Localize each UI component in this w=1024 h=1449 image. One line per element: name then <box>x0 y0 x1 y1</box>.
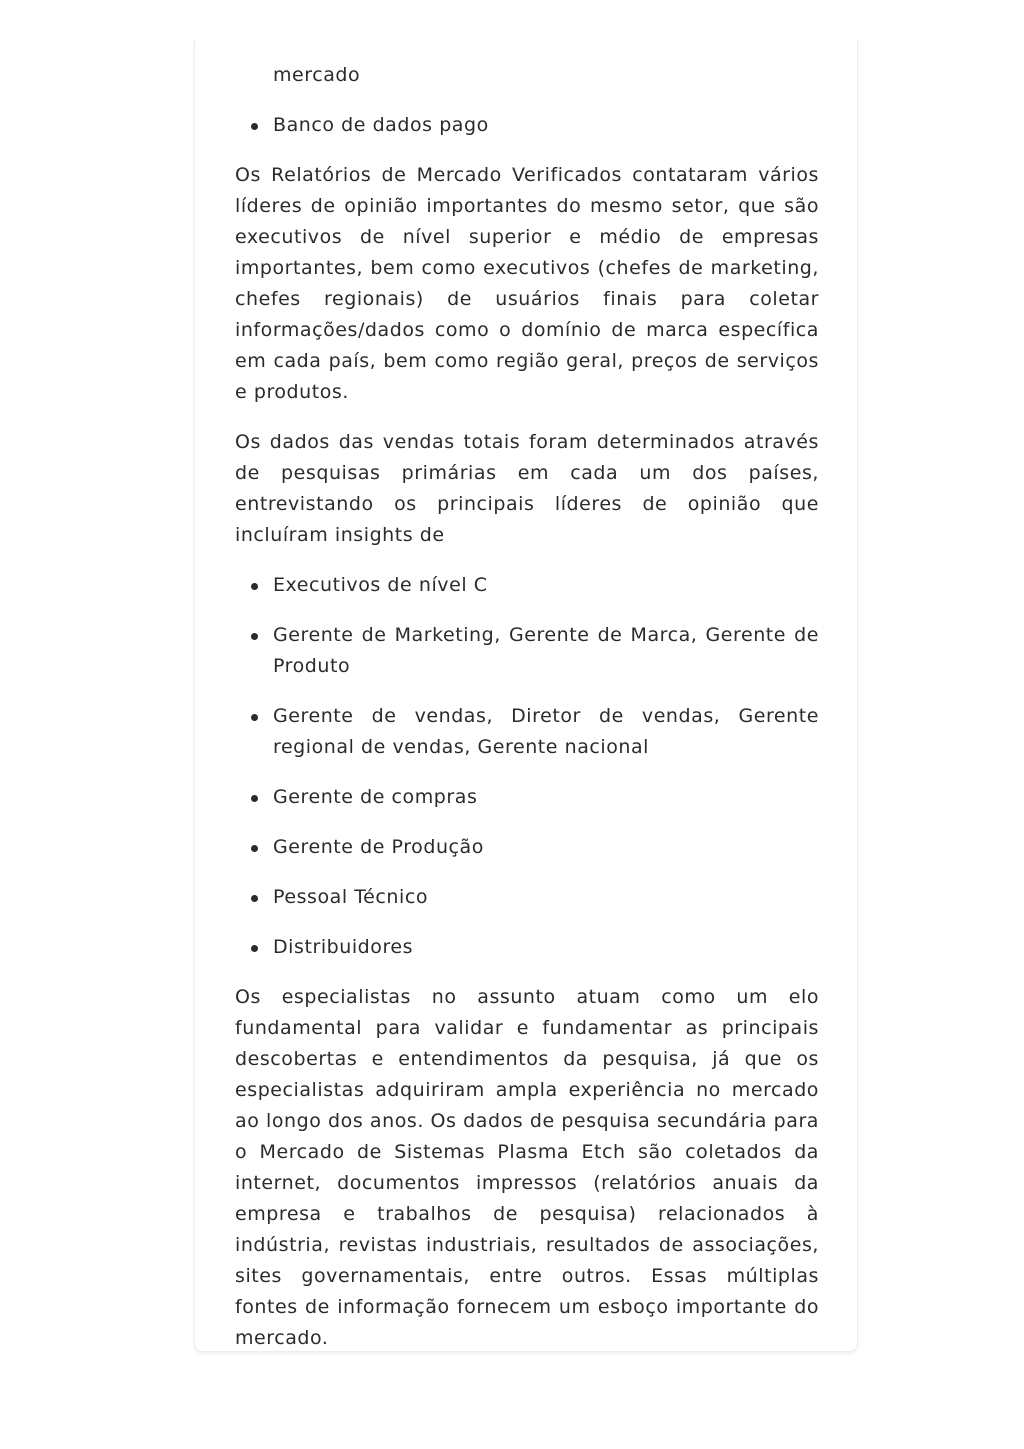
list-item: Gerente de Marketing, Gerente de Marca, Gerente de Produto <box>273 620 819 682</box>
list-item: Executivos de nível C <box>273 570 819 601</box>
paragraph-opinion-leaders: Os Relatórios de Mercado Verificados contataram vários líderes de opinião importantes do mesmo setor, que são executivos de nível superior e médio de empresas importantes, bem como executivos (chefes de marketing, chefes regionais) de usuários finais para coletar informações/dados como o domínio de marca específica em cada país, bem como região geral, preços de serviços e produtos. <box>235 164 819 403</box>
document-content <box>235 60 819 1373</box>
list-item: Gerente de vendas, Diretor de vendas, Gerente regional de vendas, Gerente nacional <box>273 701 819 763</box>
document-card <box>194 40 858 1352</box>
paragraph-specialists: Os especialistas no assunto atuam como um elo fundamental para validar e fundamentar as principais descobertas e entendimentos da pesquisa, já que os especialistas adquiriram ampla experiência no mercado ao longo dos anos. Os dados de pesquisa secundária para o Mercado de Sistemas Plasma Etch são coletados da internet, documentos impressos (relatórios anuais da empresa e trabalhos de pesquisa) relacionados à indústria, revistas industriais, resultados de associações, sites governamentais, entre outros. Essas múltiplas fontes de informação fornecem um esboço importante do mercado. <box>235 986 819 1349</box>
list-item-continued: mercado <box>273 64 361 86</box>
paragraph-total-sales: Os dados das vendas totais foram determinados através de pesquisas primárias em cada um dos países, entrevistando os principais líderes de opinião que incluíram insights de <box>235 431 819 546</box>
list-item: Distribuidores <box>273 932 819 963</box>
source-list <box>235 60 819 141</box>
list-item: Gerente de Produção <box>273 832 819 863</box>
list-item: Gerente de compras <box>273 782 819 813</box>
roles-list <box>235 570 819 963</box>
list-item: Banco de dados pago <box>273 110 819 141</box>
list-item: Pessoal Técnico <box>273 882 819 913</box>
